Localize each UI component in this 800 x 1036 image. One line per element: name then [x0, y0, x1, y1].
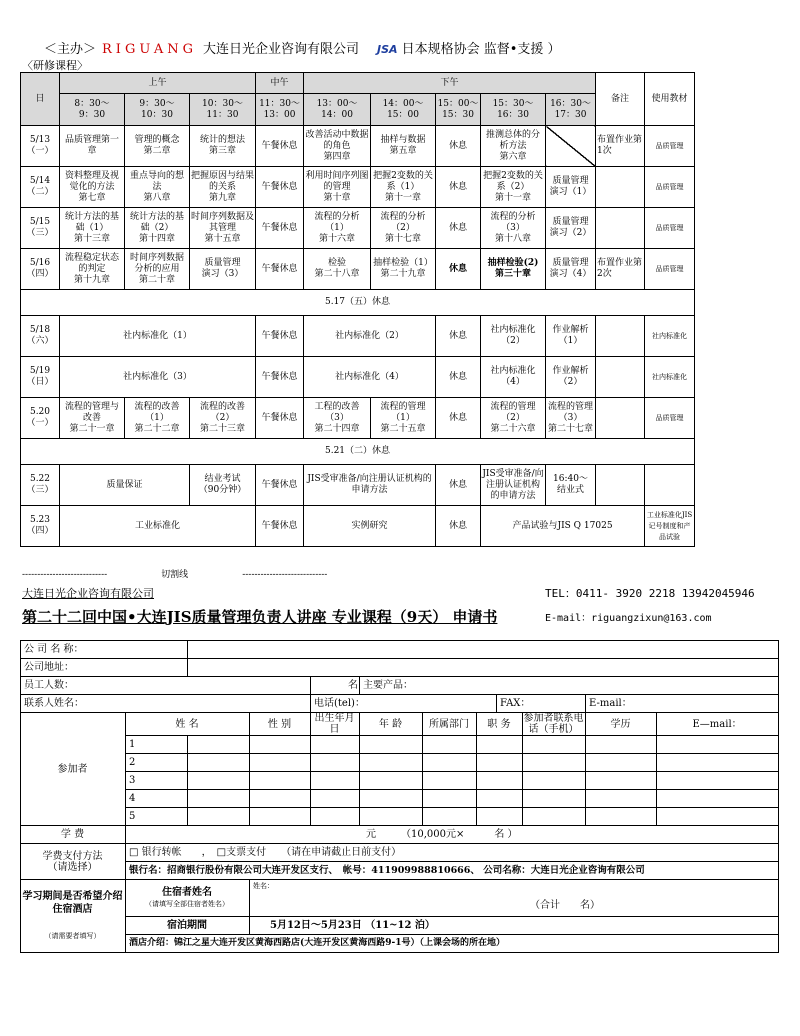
participant-row: 2	[21, 754, 779, 772]
participant-row: 3	[21, 772, 779, 790]
email-field[interactable]: E-mail：	[586, 695, 779, 713]
table-row: 5.23（四） 工业标准化 午餐休息 实例研究 休息 产品试验与JIS Q 17025 工业标准化JIS记号制度和产品试验	[21, 506, 695, 547]
hotel-intro: 酒店介绍：锦江之星大连开发区黄海西路店(大连开发区黄海西路9-1号）（上课会场的所在地）	[126, 935, 779, 953]
participant-row: 4	[21, 790, 779, 808]
bank-info: 银行名：招商银行股份有限公司大连开发区支行、 帐号：411909988810666、 公司名称：大连日光企业咨询有限公司	[126, 862, 779, 880]
schedule-table: 日 上午 中午 下午 备注 使用教材 8：30～ 9：30 9：30～ 10：30 10：30～ 11：30 11：30～ 13：00 13：00～ 14：00 14：00～ 15：00 15：00～ 15：30 15：30～ 16：30 16：30～ 17：30 5/13 （一） 品质管理第一章 管理的概念 第二章 统计的想法 第三章 午餐休息 改善活动中数据的角色 第四章 抽样与数据 第五章 休息 推测总体的分析方法 第六章 布置作业第1次 品质管理 5/14 （二） 资料整理及视觉化的方法 第七章 重点导向的想法 第八章 把握原因与结果的关系 第九章 午餐休息 利用时间序列图的管理 第十章 把握2变数的关系（1） 第十一章 休息 把握2变数的关系（2） 第十一章 质量管理 演习（1） 品质管理 5/15 （三） 统计方法的基础（1） 第十三章 统计方法的基础（2） 第十四章 时间序列数据及其管理 第十五章 午餐休息 流程的分析（1） 第十六章 流程的分析（2） 第十七章 休息 流程的分析（3） 第十八章 质量管理 演习（2） 品质管理 5/16 （四） 流程稳定状态的判定 第十九章 时间序列数据分析的应用 第二十章 质量管理 演习（3） 午餐休息 检验 第二十八章 抽样检验（1）第二十九章 休息 抽样检验(2) 第三十章 质量管理 演习（4） 布置作业第2次 品质管理 5.17（五）休息 5/18 （六） 社内标准化（1） 午餐休息 社内标准化（2） 休息 社内标准化（2） 作业解析（1） 社内标准化 5/19 （日） 社内标准化（3） 午餐休息 社内标准化（4） 休息 社内标准化（4） 作业解析（2） 社内标准化 5.20（一） 流程的管理与改善 第二十一章 流程的改善（1） 第二十二章 流程的改善（2） 第二十三章 午餐休息 工程的改善（3） 第二十四章 流程的管理（1） 第二十五章 休息 流程的管理（2） 第二十六章 流程的管理（3） 第二十七章 品质管理 5.21（二）休息 5.22（三） 质量保证 结业考试 （90分钟） 午餐休息 JIS受审准备/向注册认证机构的申请方法 休息 JIS受审准备/向注册认证机构的申请方法 16:40～ 结业式 5.23（四） 工业标准化 午餐休息 实例研究 休息 产品试验与JIS Q 17025 工业标准化JIS记号制度和产品试验	[20, 72, 695, 547]
company-name-label: 公 司 名 称：	[21, 641, 188, 659]
table-row: 5/13 （一） 品质管理第一章 管理的概念 第二章 统计的想法 第三章 午餐休息 改善活动中数据的角色 第四章 抽样与数据 第五章 休息 推测总体的分析方法 第六章 布置作业第1次 品质管理	[21, 126, 695, 167]
brand-name: RIGUANG	[102, 42, 198, 57]
application-form: 公 司 名 称： 公司地址： 员工人数： 名 主要产品： 联系人姓名： 电话(tel)： FAX： E-mail： 参加者 姓 名 性 别 出生年月日 年 龄 所属部门 职 务 参加者联系电话（手机） 学历 E—mail： 1 2 3 4 5 学 费 元 （10,000元× 名 ） 学费支付方法 （请选择） □ 银行转帐 ， □支票支付 （请在申请截止日前支付） 银行名：招商银行股份有限公司大连开发区支行、 帐号：411909988810666、 公司名称：大连日光企业咨询有限公司 学习期间是否希望介绍住宿酒店 （请需要者填写） 住宿者姓名 （请填写全部住宿者姓名） 姓名： （合计 名） 宿泊期間 5月12日～5月23日 （11~12 泊） 酒店介绍：锦江之星大连开发区黄海西路店(大连开发区黄海西路9-1号）（上课会场的所在地）	[20, 640, 779, 953]
fax-field[interactable]: FAX：	[497, 695, 586, 713]
participant-row: 5	[21, 808, 779, 826]
table-row: 5/19 （日） 社内标准化（3） 午餐休息 社内标准化（4） 休息 社内标准化（4） 作业解析（2） 社内标准化	[21, 357, 695, 398]
table-row: 5/15 （三） 统计方法的基础（1） 第十三章 统计方法的基础（2） 第十四章 时间序列数据及其管理 第十五章 午餐休息 流程的分析（1） 第十六章 流程的分析（2） 第十七章 休息 流程的分析（3） 第十八章 质量管理 演习（2） 品质管理	[21, 208, 695, 249]
tel-field[interactable]: 电话(tel)：	[311, 695, 497, 713]
payment-options[interactable]: □ 银行转帐 ， □支票支付 （请在申请截止日前支付）	[126, 844, 779, 862]
rest-day-row: 5.21（二）休息	[21, 439, 695, 465]
company-addr-field[interactable]	[188, 659, 779, 677]
table-row: 5/14 （二） 资料整理及视觉化的方法 第七章 重点导向的想法 第八章 把握原因与结果的关系 第九章 午餐休息 利用时间序列图的管理 第十章 把握2变数的关系（1） 第十一章 休息 把握2变数的关系（2） 第十一章 质量管理 演习（1） 品质管理	[21, 167, 695, 208]
table-row: 5.22（三） 质量保证 结业考试 （90分钟） 午餐休息 JIS受审准备/向注册认证机构的申请方法 休息 JIS受审准备/向注册认证机构的申请方法 16:40～ 结业式	[21, 465, 695, 506]
participant-row: 1	[21, 736, 779, 754]
jsa-logo-icon: JSA	[377, 43, 398, 56]
time-row: 8：30～ 9：30 9：30～ 10：30 10：30～ 11：30 11：30～ 13：00 13：00～ 14：00 14：00～ 15：00 15：00～ 15：30 15：30～ 16：30 16：30～ 17：30	[21, 94, 695, 126]
table-row: 5.20（一） 流程的管理与改善 第二十一章 流程的改善（1） 第二十二章 流程的改善（2） 第二十三章 午餐休息 工程的改善（3） 第二十四章 流程的管理（1） 第二十五章 休息 流程的管理（2） 第二十六章 流程的管理（3） 第二十七章 品质管理	[21, 398, 695, 439]
tel-line: TEL：0411- 3920 2218 13942045946	[545, 587, 755, 600]
table-row: 5/18 （六） 社内标准化（1） 午餐休息 社内标准化（2） 休息 社内标准化（2） 作业解析（1） 社内标准化	[21, 316, 695, 357]
company-name-field[interactable]	[188, 641, 779, 659]
form-title: 第二十二回中国•大连JIS质量管理负责人讲座 专业课程（9天） 申请书	[22, 608, 498, 626]
main-products-field[interactable]: 主要产品：	[360, 677, 779, 695]
course-subtitle: 〈研修课程〉	[22, 59, 88, 72]
company-name: 大连日光企业咨询有限公司	[22, 587, 154, 600]
table-row: 5/16 （四） 流程稳定状态的判定 第十九章 时间序列数据分析的应用 第二十章 质量管理 演习（3） 午餐休息 检验 第二十八章 抽样检验（1）第二十九章 休息 抽样检验(2) 第三十章 质量管理 演习（4） 布置作业第2次 品质管理	[21, 249, 695, 290]
email-line: E-mail：riguangzixun@163.com	[545, 613, 712, 624]
rest-day-row: 5.17（五）休息	[21, 290, 695, 316]
cut-line: ---------------------------- 切割线 ----------------------------	[22, 570, 328, 580]
host-header: ＜主办＞ RIGUANG 大连日光企业咨询有限公司 JSA 日本规格协会 监督•支援 ）	[44, 42, 561, 57]
